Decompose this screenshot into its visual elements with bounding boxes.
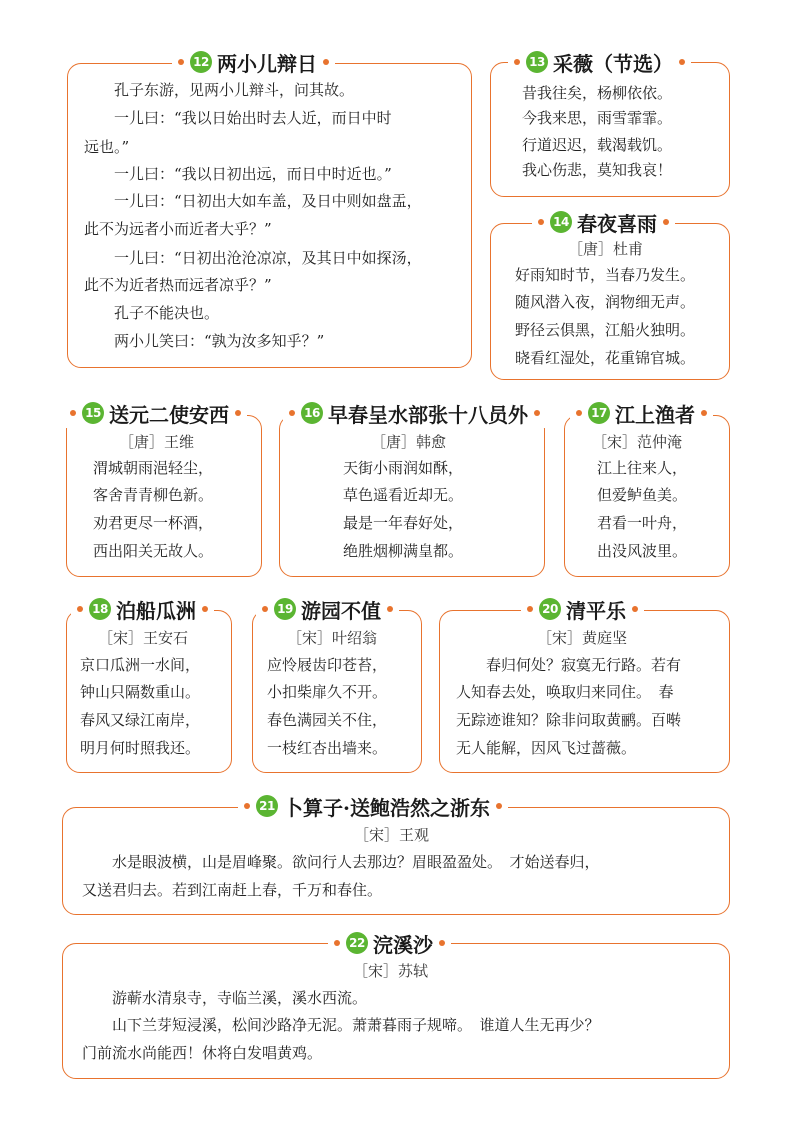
poem-line: 游蕲水清泉寺，寺临兰溪，溪水西流。 [112, 989, 368, 1007]
poem-line: 最是一年春好处， [343, 514, 464, 532]
poem-line: 今我来思，雨雪霏霏。 [522, 109, 673, 127]
poem-number-badge: 15 [82, 402, 104, 424]
poem-title-text: 两小儿辩日 [217, 51, 317, 76]
poem-line: 天街小雨润如酥， [343, 459, 464, 477]
poem-line: 西出阳关无故人。 [93, 542, 214, 560]
poem-author: ［宋］苏轼 [353, 962, 429, 980]
poem-line: 一儿曰：“我以日初出远，而日中时近也。” [114, 165, 392, 183]
poem-author: ［宋］叶绍翁 [287, 629, 378, 647]
poem-line: 此不为近者热而远者凉乎？” [84, 276, 272, 294]
poem-author: ［宋］范仲淹 [592, 433, 683, 451]
poem-line: 出没风波里。 [597, 542, 688, 560]
bullet-dot-icon [576, 410, 582, 416]
poem-line: 绝胜烟柳满皇都。 [343, 542, 464, 560]
poem-title-13 [508, 47, 691, 77]
bullet-dot-icon [663, 219, 669, 225]
poem-line: 小扣柴扉久不开。 [267, 683, 388, 701]
poem-title-text: 清平乐 [566, 598, 626, 623]
bullet-dot-icon [289, 410, 295, 416]
bullet-dot-icon [496, 803, 502, 809]
poem-line: 孔子不能决也。 [114, 304, 220, 322]
poem-line: 一儿曰：“日初出沧沧凉凉，及其日中如探汤， [114, 249, 422, 267]
poem-line: 春归何处？寂寞无行路。若有 [486, 656, 682, 674]
poem-line: 春风又绿江南岸， [80, 711, 201, 729]
poem-author: ［唐］韩愈 [371, 433, 447, 451]
bullet-dot-icon [527, 606, 533, 612]
poem-number-badge: 13 [526, 51, 548, 73]
poem-number-badge: 21 [256, 795, 278, 817]
poem-title-text: 江上渔者 [615, 402, 695, 427]
poem-line: 我心伤悲，莫知我哀！ [522, 161, 673, 179]
poem-line: 春色满园关不住， [267, 711, 388, 729]
poem-title-18 [71, 594, 214, 624]
poem-line: 远也。” [84, 138, 130, 156]
bullet-dot-icon [701, 410, 707, 416]
poem-line: 一儿曰：“我以日始出时去人近，而日中时 [114, 109, 392, 127]
poem-line: 但爱鲈鱼美。 [597, 486, 688, 504]
poem-line: 又送君归去。若到江南赶上春，千万和春住。 [82, 881, 383, 899]
poem-line: 行道迟迟，载渴载饥。 [522, 136, 673, 154]
poem-line: 两小儿笑曰：“孰为汝多知乎？” [114, 332, 325, 350]
poem-line: 无人能解，因风飞过蔷薇。 [456, 739, 637, 757]
poem-line: 君看一叶舟， [597, 514, 688, 532]
bullet-dot-icon [538, 219, 544, 225]
poem-number-badge: 19 [274, 598, 296, 620]
bullet-dot-icon [202, 606, 208, 612]
poem-title-20 [521, 594, 644, 624]
bullet-dot-icon [679, 59, 685, 65]
poem-author: ［宋］王观 [354, 826, 430, 844]
poem-title-text: 游园不值 [301, 598, 381, 623]
poem-line: 山下兰芽短浸溪，松间沙路净无泥。萧萧暮雨子规啼。 谁道人生无再少？ [112, 1016, 600, 1034]
bullet-dot-icon [262, 606, 268, 612]
poem-line: 江上往来人， [597, 459, 688, 477]
poem-number-badge: 22 [346, 932, 368, 954]
poem-title-text: 采薇（节选） [553, 51, 673, 76]
poem-line: 劝君更尽一杯酒， [93, 514, 214, 532]
bullet-dot-icon [323, 59, 329, 65]
bullet-dot-icon [387, 606, 393, 612]
poem-title-15 [64, 398, 247, 428]
poem-line: 一枝红杏出墙来。 [267, 739, 388, 757]
poem-author: ［唐］杜甫 [568, 240, 644, 258]
poem-author: ［宋］王安石 [98, 629, 189, 647]
poem-line: 无踪迹谁知？除非问取黄鹂。百啭 [456, 711, 682, 729]
poem-title-text: 卜算子·送鲍浩然之浙东 [283, 795, 490, 820]
poem-line: 渭城朝雨浥轻尘， [93, 459, 214, 477]
poem-line: 昔我往矣，杨柳依依。 [522, 84, 673, 102]
poem-number-badge: 17 [588, 402, 610, 424]
poem-number-badge: 20 [539, 598, 561, 620]
bullet-dot-icon [334, 940, 340, 946]
poem-author: ［宋］黄庭坚 [537, 629, 628, 647]
poem-line: 好雨知时节，当春乃发生。 [515, 266, 696, 284]
poem-line: 孔子东游，见两小儿辩斗，问其故。 [114, 81, 355, 99]
poem-line: 门前流水尚能西！休将白发唱黄鸡。 [82, 1044, 323, 1062]
poem-line: 京口瓜洲一水间， [80, 656, 201, 674]
poem-title-text: 送元二使安西 [109, 402, 229, 427]
poem-line: 野径云俱黑，江船火独明。 [515, 321, 696, 339]
bullet-dot-icon [178, 59, 184, 65]
poem-line: 客舍青青柳色新。 [93, 486, 214, 504]
bullet-dot-icon [534, 410, 540, 416]
poem-line: 人知春去处，唤取归来同住。 春 [456, 683, 674, 701]
bullet-dot-icon [77, 606, 83, 612]
poem-title-17 [570, 398, 713, 428]
poem-line: 应怜屐齿印苍苔， [267, 656, 388, 674]
poem-number-badge: 16 [301, 402, 323, 424]
bullet-dot-icon [70, 410, 76, 416]
poem-number-badge: 14 [550, 211, 572, 233]
poem-line: 草色遥看近却无。 [343, 486, 464, 504]
poem-title-22 [328, 928, 451, 958]
poem-line: 钟山只隔数重山。 [80, 683, 201, 701]
poem-number-badge: 12 [190, 51, 212, 73]
bullet-dot-icon [632, 606, 638, 612]
poem-title-text: 春夜喜雨 [577, 211, 657, 236]
poem-line: 水是眼波横，山是眉峰聚。欲问行人去那边？眉眼盈盈处。 才始送春归， [112, 853, 600, 871]
poem-number-badge: 18 [89, 598, 111, 620]
poem-line: 此不为远者小而近者大乎？” [84, 220, 272, 238]
poem-line: 晓看红湿处，花重锦官城。 [515, 349, 696, 367]
poem-title-14 [532, 207, 675, 237]
poem-title-text: 浣溪沙 [373, 932, 433, 957]
bullet-dot-icon [244, 803, 250, 809]
bullet-dot-icon [235, 410, 241, 416]
bullet-dot-icon [514, 59, 520, 65]
bullet-dot-icon [439, 940, 445, 946]
poem-title-16 [283, 398, 546, 428]
poem-title-21 [238, 791, 508, 821]
poem-author: ［唐］王维 [119, 433, 195, 451]
poem-line: 随风潜入夜，润物细无声。 [515, 293, 696, 311]
poem-line: 明月何时照我还。 [80, 739, 201, 757]
poem-title-12 [172, 47, 335, 77]
poem-title-19 [256, 594, 399, 624]
poem-title-text: 早春呈水部张十八员外 [328, 402, 528, 427]
poem-line: 一儿曰：“日初出大如车盖，及日中则如盘盂， [114, 192, 422, 210]
poem-title-text: 泊船瓜洲 [116, 598, 196, 623]
